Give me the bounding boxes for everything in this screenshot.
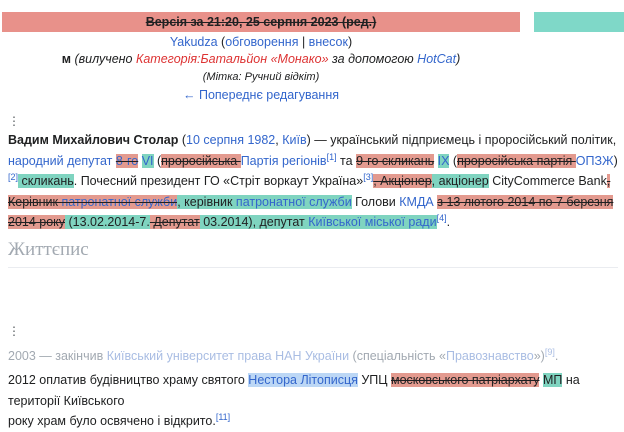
previous-edit-link[interactable]: ← Попереднє редагування bbox=[182, 88, 340, 102]
tag-text: (Мітка: Ручний відкіт) bbox=[202, 71, 320, 83]
text: ) bbox=[613, 153, 618, 168]
contribs-link[interactable]: внесок bbox=[308, 35, 348, 49]
people-deputy-link[interactable]: народний депутат bbox=[8, 153, 113, 168]
deleted-text bbox=[116, 154, 138, 168]
kmda-link[interactable]: КМДА bbox=[399, 194, 434, 209]
text: УПЦ bbox=[357, 373, 392, 387]
summary-text: за допомогою bbox=[328, 52, 418, 66]
deleted-link[interactable]: 8-го bbox=[115, 153, 139, 168]
context-ellipsis: ⋮ bbox=[8, 324, 20, 338]
text: ) — український підприємець і проросійський політик, bbox=[306, 133, 617, 147]
birth-date-link[interactable]: 10 серпня 1982 bbox=[186, 133, 276, 147]
talk-link[interactable]: обговорення bbox=[225, 35, 299, 49]
text: 2012 оплатив будівництво храму святого bbox=[8, 373, 249, 387]
opzzh-link[interactable]: ОПЗЖ bbox=[575, 153, 614, 168]
inserted-text: скликань bbox=[18, 174, 74, 188]
paren: ( bbox=[217, 35, 226, 49]
inserted-fragment: , керівник bbox=[177, 194, 236, 209]
inserted-link[interactable]: IX bbox=[437, 153, 450, 168]
deleted-text: проросійська партія bbox=[457, 153, 576, 168]
inserted-text bbox=[142, 154, 154, 168]
reference-1[interactable]: [1] bbox=[326, 151, 337, 162]
deleted-text: , Акціонер bbox=[373, 174, 432, 188]
patronage-service-link[interactable]: патронатної служби bbox=[235, 194, 352, 209]
text: 2003 — закінчив bbox=[8, 349, 107, 363]
text: Голови bbox=[351, 194, 400, 209]
lead-paragraph bbox=[8, 130, 618, 233]
revision-author-line bbox=[0, 34, 522, 50]
edit-summary bbox=[0, 51, 522, 67]
inserted-text bbox=[177, 195, 351, 209]
inserted-text: (13.02.2014-7. bbox=[65, 215, 150, 229]
deleted-text: проросійська bbox=[161, 153, 241, 168]
separator: | bbox=[298, 35, 309, 49]
new-revision-bar bbox=[534, 12, 624, 32]
reference-2[interactable]: [2] bbox=[8, 171, 19, 182]
education-line bbox=[8, 346, 618, 367]
deleted-link[interactable]: патронатної служби bbox=[61, 194, 178, 209]
text: , bbox=[275, 133, 283, 147]
city-link[interactable]: Київ bbox=[282, 133, 307, 147]
user-link[interactable]: Yakudza bbox=[169, 35, 218, 49]
text: . bbox=[554, 349, 559, 363]
old-revision-bar[interactable] bbox=[2, 12, 520, 32]
text: на території Київського bbox=[8, 373, 580, 408]
hotcat-link[interactable]: HotCat bbox=[417, 52, 457, 66]
text: року храм було освячено і відкрито. bbox=[8, 414, 216, 428]
text: (спеціальність « bbox=[349, 349, 446, 363]
text: ( bbox=[178, 133, 186, 147]
nestor-link[interactable]: Нестора Літописця bbox=[248, 373, 358, 387]
deleted-text: московського патріархату bbox=[391, 373, 540, 387]
text: ( bbox=[153, 153, 162, 168]
section-heading: Життєпис bbox=[8, 239, 618, 268]
deleted-text: з 13 лютого 2014 по 7 березня 2014 року bbox=[8, 194, 614, 229]
inserted-text bbox=[438, 154, 450, 168]
law-link[interactable]: Правознавство bbox=[445, 349, 534, 363]
text: ( bbox=[449, 153, 458, 168]
deleted-text: Депутат bbox=[149, 215, 200, 229]
article-subject-name: Вадим Михайлович Столар bbox=[8, 133, 179, 147]
category-link[interactable]: Категорія:Батальйон «Монако» bbox=[135, 52, 329, 66]
text: ») bbox=[533, 349, 545, 363]
text: та bbox=[336, 153, 357, 168]
university-link[interactable]: Київський університет права НАН України bbox=[106, 349, 350, 363]
deleted-fragment: , Керівник bbox=[8, 174, 611, 209]
church-paragraph bbox=[8, 370, 618, 432]
tag-line bbox=[0, 69, 522, 85]
text: . Почесний президент ГО «Стріт воркаут Україна» bbox=[73, 174, 364, 188]
paren: ) bbox=[347, 35, 353, 49]
summary-text: (вилучено bbox=[70, 52, 136, 66]
summary-text: ) bbox=[456, 52, 461, 66]
text: CityCommerce Bank bbox=[488, 174, 607, 188]
minor-edit-mark: м bbox=[61, 52, 71, 66]
inserted-text: 03.2014), депутат bbox=[199, 215, 309, 229]
deleted-text: 9-го скликань bbox=[356, 153, 435, 168]
reference-3[interactable]: [3] bbox=[363, 171, 374, 182]
old-revision-title[interactable]: Версія за 21:20, 25 серпня 2023 (ред.) bbox=[145, 15, 377, 29]
reference-11[interactable]: [11] bbox=[215, 411, 231, 422]
kyiv-council-link[interactable]: Київської міської ради bbox=[308, 215, 437, 229]
reference-9[interactable]: [9] bbox=[544, 346, 555, 357]
context-ellipsis: ⋮ bbox=[8, 114, 20, 128]
prev-edit-line bbox=[0, 87, 522, 103]
reference-4[interactable]: [4] bbox=[436, 212, 447, 223]
text: . bbox=[446, 215, 451, 229]
inserted-text: МП bbox=[542, 373, 563, 387]
inserted-text: , акціонер bbox=[431, 174, 489, 188]
inserted-link[interactable]: VI bbox=[141, 153, 154, 168]
party-regions-link[interactable]: Партія регіонів bbox=[240, 153, 327, 168]
